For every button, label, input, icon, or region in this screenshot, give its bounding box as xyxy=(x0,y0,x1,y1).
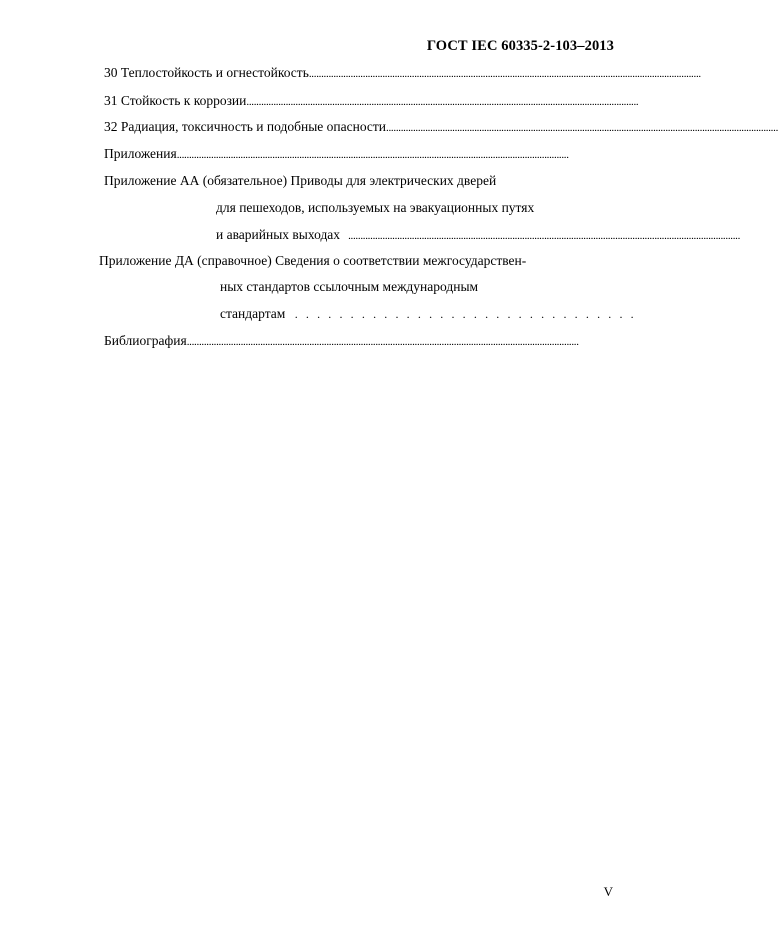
toc-appendix-da-line3-label: стандартам xyxy=(220,306,286,321)
toc-item-31-label: 31 Стойкость к коррозии xyxy=(104,93,247,108)
toc-leader: ................................................................................................................................................................ xyxy=(348,230,741,242)
toc-appendix-aa-line1: Приложение АА (обязательное) Приводы для электрических дверей xyxy=(104,173,497,188)
toc-item-30-label: 30 Теплостойкость и огнестойкость xyxy=(104,65,309,80)
toc-bibliography-label: Библиография xyxy=(104,333,187,348)
toc-appendix-da-line1: Приложение ДА (справочное) Сведения о соответствии межгосударствен- xyxy=(99,253,527,268)
toc-leader: ................................................................................................................................................................ xyxy=(386,122,778,134)
toc-leader-spaced: . . . . . . . . . . . . . . . . . . . . . . . . . . . . . . . xyxy=(294,307,637,321)
toc-leader: ................................................................................................................................................................ xyxy=(246,96,639,108)
toc-item-32-label: 32 Радиация, токсичность и подобные опасности xyxy=(104,119,387,134)
toc-leader: ................................................................................................................................................................ xyxy=(176,149,569,161)
page-number: V xyxy=(603,884,613,899)
document-header: ГОСТ IEC 60335-2-103–2013 xyxy=(426,38,614,54)
toc-item-32 xyxy=(104,118,778,137)
toc-appendices-label: Приложения xyxy=(104,146,177,161)
toc-leader: ................................................................................................................................................................ xyxy=(186,336,579,348)
toc-appendix-aa-line3-label: и аварийных выходах xyxy=(216,227,341,242)
toc-bibliography xyxy=(104,332,598,351)
toc-appendices xyxy=(104,145,598,164)
toc-appendix-aa-line3 xyxy=(216,226,741,245)
toc-appendix-da-line3 xyxy=(220,305,636,323)
toc-item-30 xyxy=(104,64,701,83)
toc-item-31 xyxy=(104,92,639,111)
toc-appendix-da-line2: ных стандартов ссылочным международным xyxy=(220,279,479,294)
toc-leader: ................................................................................................................................................................ xyxy=(308,68,701,80)
toc-appendix-aa-line2: для пешеходов, используемых на эвакуационных путях xyxy=(216,200,535,215)
